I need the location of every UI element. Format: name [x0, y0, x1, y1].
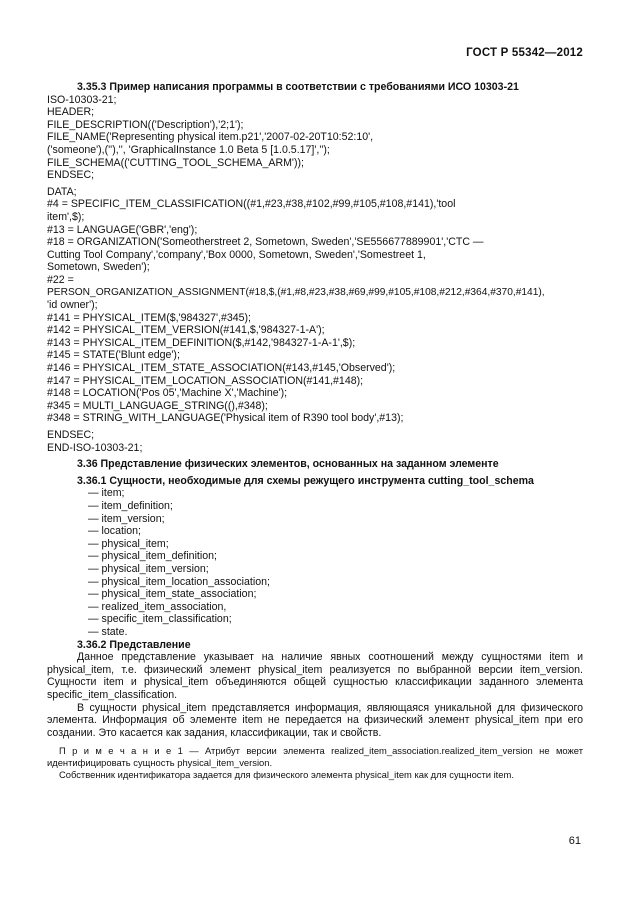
note-1: П р и м е ч а н и е 1 — Атрибут версии элемента realized_item_association.realized_item_version не может идентифицировать сущность physical_item_version.: [47, 745, 583, 769]
code-line: HEADER;: [47, 106, 95, 119]
section-heading-3-36-1: 3.36.1 Сущности, необходимые для схемы режущего инструмента cutting_tool_schema: [77, 474, 534, 487]
code-line: #143 = PHYSICAL_ITEM_DEFINITION($,#142,'984327-1-A-1',$);: [47, 336, 356, 349]
code-line: 'id owner');: [47, 299, 98, 312]
section-heading-3-35-3: 3.35.3 Пример написания программы в соответствии с требованиями ИСО 10303-21: [77, 81, 519, 93]
code-line: ('someone'),(''),'', 'GraphicalInstance 1.0 Beta 5 [1.0.5.17]','');: [47, 143, 330, 156]
code-line: ISO-10303-21;: [47, 93, 117, 106]
code-line: #146 = PHYSICAL_ITEM_STATE_ASSOCIATION(#143,#145,'Observed');: [47, 362, 396, 375]
code-line: Cutting Tool Company','company','Box 0000, Sometown, Sweden','Somestreet 1,: [47, 248, 426, 261]
list-item: — location;: [88, 525, 141, 538]
code-line: #147 = PHYSICAL_ITEM_LOCATION_ASSOCIATION(#141,#148);: [47, 374, 364, 387]
code-line: #348 = STRING_WITH_LANGUAGE('Physical item of R390 tool body',#13);: [47, 412, 404, 425]
section-heading-3-36-2: 3.36.2 Представление: [77, 638, 191, 651]
code-header-block: [47, 94, 583, 182]
page-content: [47, 81, 583, 781]
entity-list: [47, 487, 583, 638]
code-line: #13 = LANGUAGE('GBR','eng');: [47, 223, 198, 236]
list-item: — physical_item_location_association;: [88, 575, 270, 588]
list-item: — physical_item;: [88, 537, 169, 550]
code-line: #141 = PHYSICAL_ITEM($,'984327',#345);: [47, 311, 251, 324]
list-item: — item;: [88, 487, 125, 500]
list-item: — physical_item_definition;: [88, 550, 217, 563]
code-line: #142 = PHYSICAL_ITEM_VERSION(#141,$,'984327-1-A');: [47, 324, 325, 337]
paragraph: В сущности physical_item представляется информация, являющаяся уникальной для физического элемента. Информация об элементе item не передается на физический элемент physical_item при его создании. Это касается как задания, классификации, так и свойств.: [47, 701, 583, 739]
code-line: #145 = STATE('Blunt edge');: [47, 349, 180, 362]
list-item: — realized_item_association,: [88, 600, 227, 613]
code-line: #22 =: [47, 273, 74, 286]
code-line: DATA;: [47, 185, 77, 198]
code-line: #148 = LOCATION('Pos 05','Machine X','Machine');: [47, 387, 288, 400]
list-item: — physical_item_state_association;: [88, 588, 257, 601]
code-line: ENDSEC;: [47, 169, 95, 182]
list-item: — state.: [88, 625, 128, 638]
code-line: item',$);: [47, 210, 85, 223]
code-line: PERSON_ORGANIZATION_ASSIGNMENT(#18,$,(#1,#8,#23,#38,#69,#99,#105,#108,#212,#364,#370,#141),: [47, 286, 545, 298]
code-line: #345 = MULTI_LANGUAGE_STRING((),#348);: [47, 399, 268, 412]
note-2: Собственник идентификатора задается для физического элемента physical_item как для сущности item.: [59, 769, 514, 781]
list-item: — physical_item_version;: [88, 562, 209, 575]
code-data-block: [47, 186, 583, 425]
standard-header: ГОСТ Р 55342—2012: [466, 47, 583, 59]
list-item: — item_version;: [88, 512, 165, 525]
paragraph: Данное представление указывает на наличие явных соотношений между сущностями item и physical_item, т.е. физический элемент physical_item реализуется по выбранной версии item_version. Сущности item и physical_item объединяются общей сущностью классификации заданного элемента specific_item_classification.: [47, 651, 583, 701]
list-item: — item_definition;: [88, 500, 173, 512]
code-end-block: [47, 429, 583, 454]
code-line: #18 = ORGANIZATION('Someotherstreet 2, Sometown, Sweden','SE556677889901','CTC —: [47, 236, 484, 249]
code-line: FILE_NAME('Representing physical item.p21','2007-02-20T10:52:10',: [47, 131, 374, 144]
page-number: 61: [568, 835, 581, 847]
code-line: FILE_SCHEMA(('CUTTING_TOOL_SCHEMA_ARM'));: [47, 156, 304, 169]
code-line: #4 = SPECIFIC_ITEM_CLASSIFICATION((#1,#23,#38,#102,#99,#105,#108,#141),'tool: [47, 198, 456, 211]
code-line: END-ISO-10303-21;: [47, 441, 143, 454]
code-line: ENDSEC;: [47, 429, 95, 442]
list-item: — specific_item_classification;: [88, 613, 232, 626]
code-line: FILE_DESCRIPTION(('Description'),'2;1');: [47, 118, 244, 131]
section-heading-3-36: 3.36 Представление физических элементов, основанных на заданном элементе: [77, 458, 499, 471]
code-line: Sometown, Sweden');: [47, 261, 150, 274]
